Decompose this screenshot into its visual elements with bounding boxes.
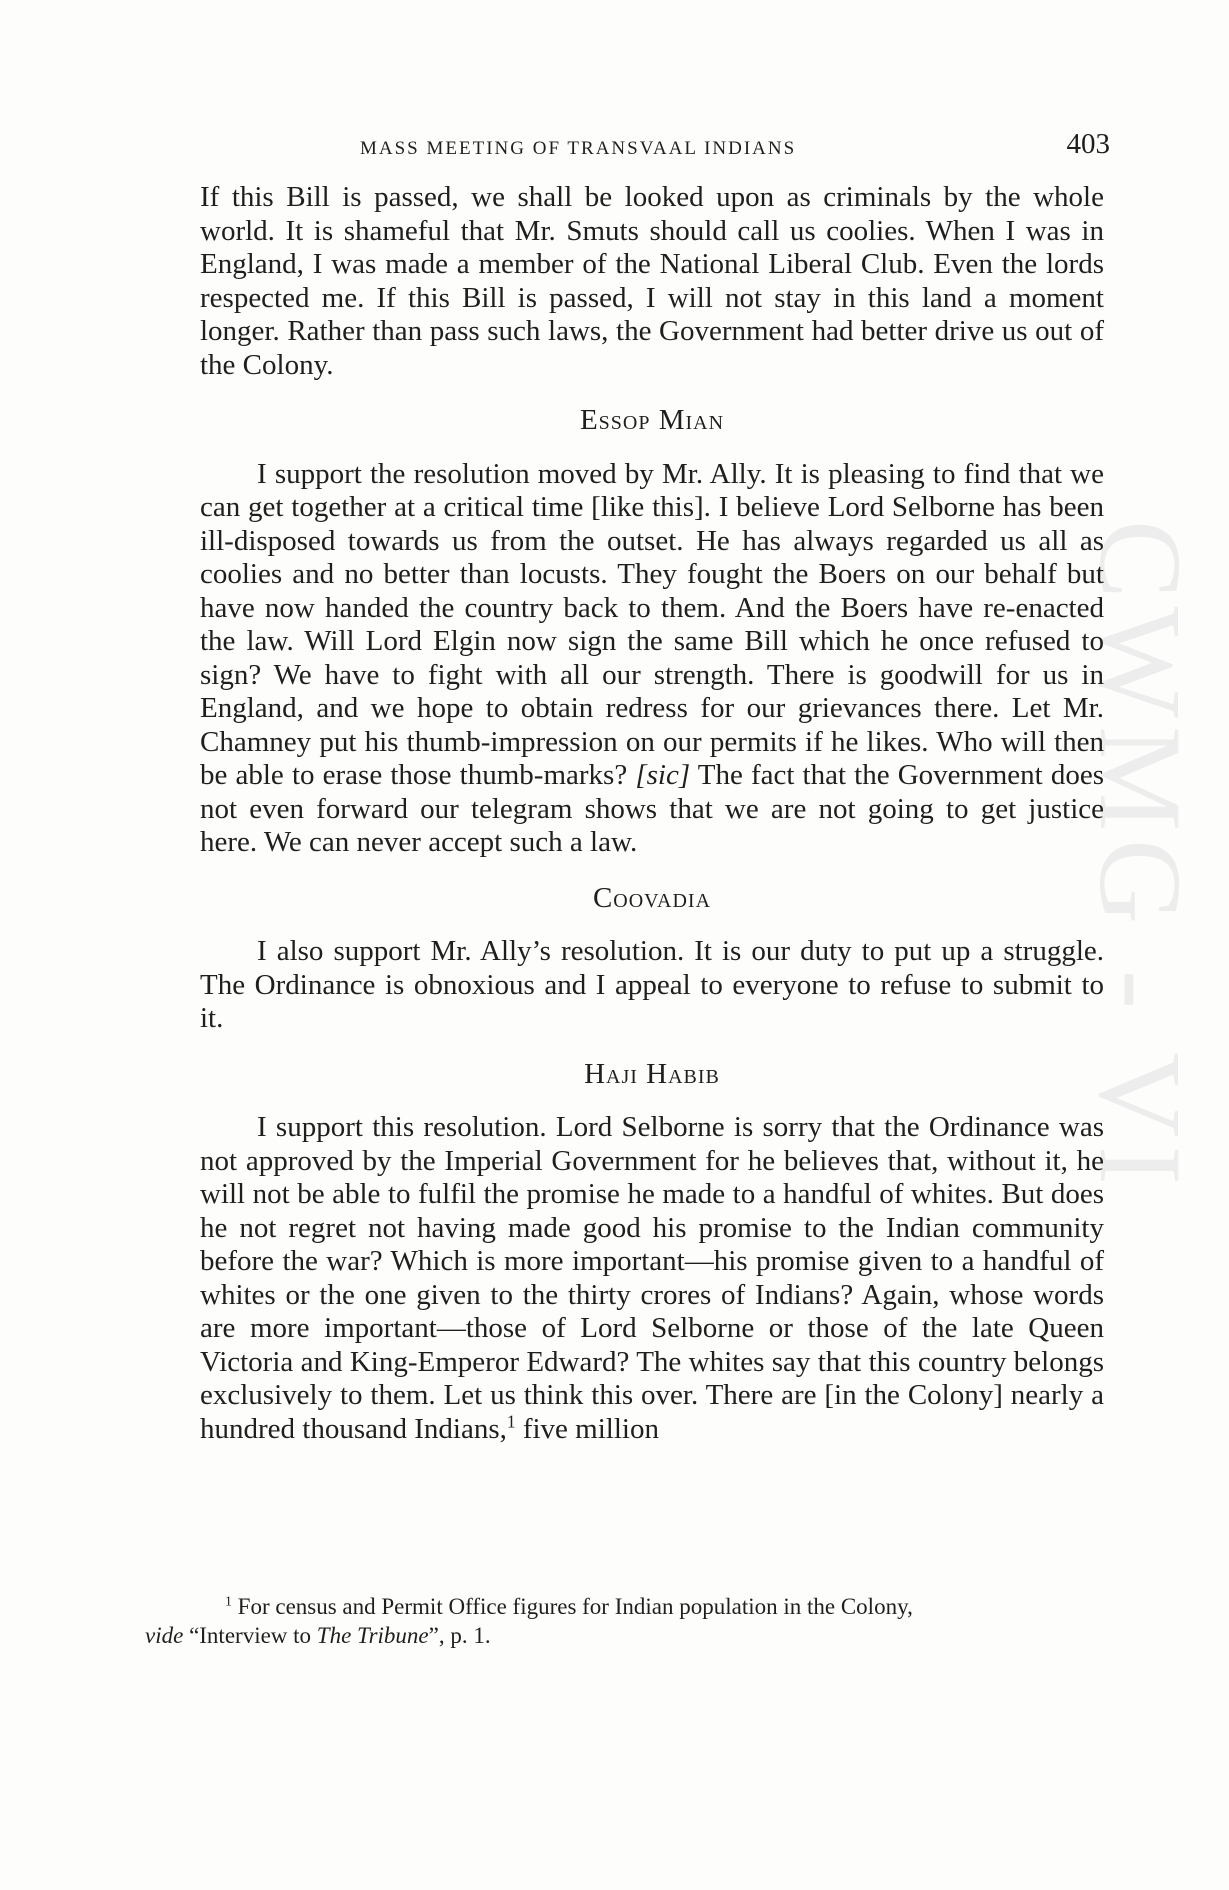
page-header (200, 128, 1110, 168)
paragraph-essop-mian (200, 458, 1104, 860)
paragraph-text: I support this resolution. Lord Selborne is sorry that the Ordinance was not approved by the Imperial Government for he believes that, without it, he will not be able to fulfil the promise he made to a handful of whites. But does he not regret not having made good his promise to the Indian community before the war? Which is more important—his promise given to a handful of whites or the one given to the thirty crores of Indians? Again, whose words are more important—those of Lord Selborne or those of the late Queen Victoria and King-Emperor Edward? The whites say that this country belongs exclusively to them. Let us think this over. There are [in the Colony] nearly a hundred thousand Indians, (200, 1111, 1104, 1445)
paragraph-1: If this Bill is passed, we shall be looked upon as criminals by the whole world. It is shameful that Mr. Smuts should call us coolies. When I was in England, I was made a member of the National Liberal Club. Even the lords respected me. If this Bill is passed, I will not stay in this land a moment longer. Rather than pass such laws, the Government had better drive us out of the Colony. (200, 181, 1104, 381)
speaker-heading-essop-mian: Essop Mian (579, 404, 725, 436)
paragraph-text: I support the resolution moved by Mr. Ally. It is pleasing to find that we can get together at a critical time [like this]. I believe Lord Selborne has been ill-disposed towards us from the outset. He has always regarded us all as coolies and no better than locusts. They fought the Boers on our behalf but have now handed the country back to them. And the Boers have re-enacted the law. Will Lord Elgin now sign the same Bill which he once refused to sign? We have to fight with all our strength. There is goodwill for us in England, and we hope to obtain redress for our grievances there. Let Mr. Chamney put his thumb-impression on our permits if he likes. Who will then be able to erase those thumb-marks? (200, 457, 1104, 791)
footnote-text: ”, p. 1. (428, 1623, 491, 1648)
footnote-vide: vide (145, 1623, 184, 1648)
page-number: 403 (1066, 128, 1110, 160)
paragraph-text: The fact that the Government does not even forward our telegram shows that we are not going to get justice here. We can never accept such a law. (200, 759, 1104, 858)
paragraph-haji-habib (200, 1111, 1104, 1446)
sic-note: [sic] (635, 759, 691, 791)
watermark: CWMG - VI (1075, 520, 1206, 1193)
page-content (200, 181, 1104, 1446)
paragraph-coovadia: I also support Mr. Ally’s resolution. It is our duty to put up a struggle. The Ordinance is obnoxious and I appeal to everyone to refuse to submit to it. (200, 935, 1104, 1034)
footnote-reference: 1 (506, 1410, 516, 1431)
paragraph-text: five million (515, 1412, 659, 1445)
speaker-heading-coovadia: Coovadia (592, 881, 712, 914)
footnote-marker: 1 (225, 1593, 232, 1609)
footnote-1 (145, 1592, 1110, 1650)
footnote-title: The Tribune (316, 1623, 429, 1648)
speaker-heading-haji-habib: Haji Habib (584, 1057, 720, 1090)
footnote-text: “Interview to (183, 1623, 317, 1648)
footnote-text: For census and Permit Office figures for Indian population in the Colony, (231, 1594, 913, 1619)
footnotes (145, 1592, 1110, 1650)
running-head: MASS MEETING OF TRANSVAAL INDIANS (360, 138, 797, 159)
